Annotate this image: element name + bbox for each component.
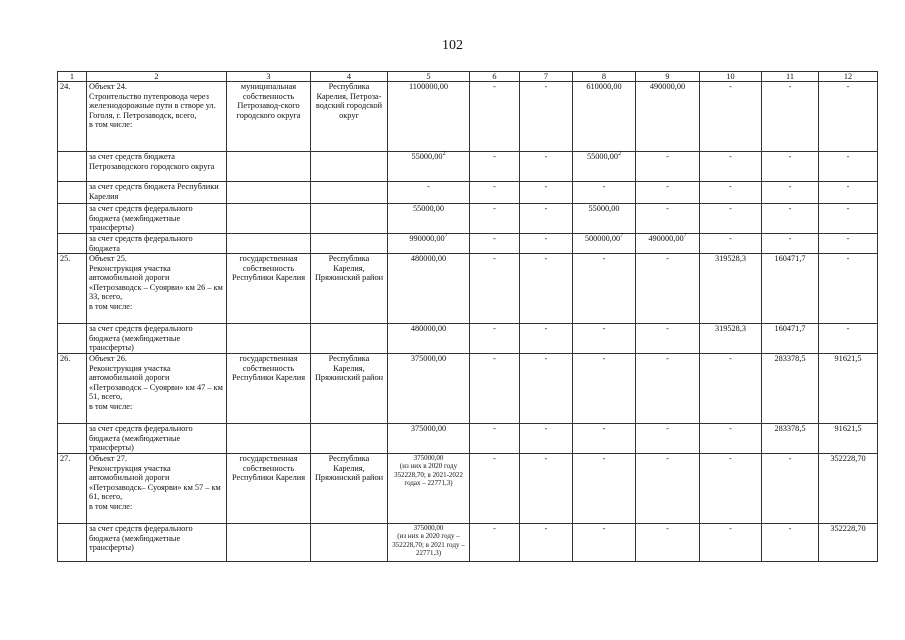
budget-table: [57, 71, 878, 562]
value-cell: -: [762, 204, 819, 234]
row-number-cell: [58, 152, 87, 182]
value-cell: -: [520, 82, 573, 152]
row-number-cell: [58, 204, 87, 234]
value-cell: 160471,7: [762, 254, 819, 324]
row-number-cell: 27.: [58, 454, 87, 524]
value-cell: 55000,00$^2$: [573, 152, 636, 182]
value-cell: -: [819, 182, 878, 204]
value-cell: -: [819, 234, 878, 254]
value-cell: 490000,00$^7$: [636, 234, 700, 254]
value-cell: 990000,00$^7$: [388, 234, 470, 254]
value-cell: -: [573, 354, 636, 424]
column-number-cell: 1: [58, 72, 87, 82]
value-cell: -: [636, 454, 700, 524]
ownership-cell: [227, 234, 311, 254]
footnote-mark: 2: [442, 151, 446, 158]
value-cell: -: [520, 254, 573, 324]
description-cell: за счет средств федерального бюджета: [87, 234, 227, 254]
value-cell: 352228,70: [819, 524, 878, 562]
table-row: [58, 254, 878, 324]
value-cell: 283378,5: [762, 354, 819, 424]
ownership-cell: [227, 424, 311, 454]
value-cell: -: [762, 82, 819, 152]
table-row: [58, 354, 878, 424]
column-number-cell: 10: [700, 72, 762, 82]
table-row: [58, 234, 878, 254]
value-cell: -: [636, 424, 700, 454]
value-cell: -: [636, 254, 700, 324]
value-cell: -: [700, 82, 762, 152]
value-cell: 490000,00: [636, 82, 700, 152]
value-cell: -: [762, 234, 819, 254]
value-cell: -: [388, 182, 470, 204]
location-cell: Республика Карелия, Петроза-водский городской округ: [311, 82, 388, 152]
column-number-cell: 2: [87, 72, 227, 82]
value-cell: 91621,5: [819, 354, 878, 424]
description-cell: Объект 25. Реконструкция участка автомобильной дороги «Петрозаводск – Суоярви» км 26 – км 33, всего, в том числе:: [87, 254, 227, 324]
footnote-mark: 2: [618, 151, 622, 158]
value-cell: -: [520, 324, 573, 354]
value-cell: -: [470, 524, 520, 562]
column-number-cell: 8: [573, 72, 636, 82]
table-row: [58, 524, 878, 562]
page-number: 102: [442, 38, 463, 53]
value-cell: 375000,00 (из них в 2020 году 352228,70; в 2021-2022 годах – 22771,3): [388, 454, 470, 524]
value-cell: 55000,00: [573, 204, 636, 234]
table-row: [58, 424, 878, 454]
column-number-cell: 11: [762, 72, 819, 82]
value-cell: 480000,00: [388, 324, 470, 354]
location-cell: [311, 234, 388, 254]
value-cell: 1100000,00: [388, 82, 470, 152]
ownership-cell: [227, 152, 311, 182]
value-cell: 500000,00$^7$: [573, 234, 636, 254]
value-cell: -: [470, 204, 520, 234]
row-number-cell: [58, 324, 87, 354]
footnote-mark: 7: [444, 233, 448, 240]
row-number-cell: [58, 424, 87, 454]
value-cell: -: [573, 254, 636, 324]
value-cell: 91621,5: [819, 424, 878, 454]
value-cell: -: [636, 354, 700, 424]
ownership-cell: государственная собственность Республики Карелия: [227, 454, 311, 524]
value-cell: 480000,00: [388, 254, 470, 324]
value-cell: -: [700, 182, 762, 204]
value-cell: -: [636, 182, 700, 204]
value-cell: 352228,70: [819, 454, 878, 524]
value-cell: -: [470, 324, 520, 354]
value-cell: -: [636, 324, 700, 354]
column-number-cell: 4: [311, 72, 388, 82]
value-cell: -: [520, 354, 573, 424]
value-cell: -: [520, 424, 573, 454]
value-cell: 319528,3: [700, 324, 762, 354]
value-cell: -: [762, 524, 819, 562]
value-cell: -: [762, 454, 819, 524]
value-cell: -: [470, 234, 520, 254]
value-cell: 375000,00: [388, 354, 470, 424]
value-cell: -: [520, 152, 573, 182]
column-number-cell: 5: [388, 72, 470, 82]
table-row: [58, 82, 878, 152]
column-number-cell: 7: [520, 72, 573, 82]
value-cell: 610000,00: [573, 82, 636, 152]
value-cell: -: [819, 82, 878, 152]
value-cell: -: [520, 182, 573, 204]
value-cell: -: [700, 454, 762, 524]
value-cell: 55000,00$^2$: [388, 152, 470, 182]
value-cell: -: [700, 524, 762, 562]
description-cell: за счет средств федерального бюджета (межбюджетные трансферты): [87, 524, 227, 562]
ownership-cell: государственная собственность Республики Карелия: [227, 254, 311, 324]
value-cell: 160471,7: [762, 324, 819, 354]
description-cell: за счет средств федерального бюджета (межбюджетные трансферты): [87, 204, 227, 234]
ownership-cell: государственная собственность Республики Карелия: [227, 354, 311, 424]
value-cell: -: [700, 354, 762, 424]
value-cell: -: [470, 424, 520, 454]
value-cell: -: [470, 354, 520, 424]
ownership-cell: [227, 182, 311, 204]
table-row: [58, 204, 878, 234]
description-cell: за счет средств бюджета Петрозаводского городского округа: [87, 152, 227, 182]
value-cell: 319528,3: [700, 254, 762, 324]
row-number-cell: [58, 182, 87, 204]
row-number-cell: [58, 524, 87, 562]
description-cell: Объект 27. Реконструкция участка автомобильной дороги «Петрозаводск– Суоярви» км 57 – км 61, всего, в том числе:: [87, 454, 227, 524]
table-row: [58, 324, 878, 354]
value-cell: 55000,00: [388, 204, 470, 234]
footnote-mark: 7: [620, 233, 624, 240]
column-number-cell: 9: [636, 72, 700, 82]
value-cell: -: [470, 454, 520, 524]
ownership-cell: [227, 524, 311, 562]
value-cell: -: [520, 524, 573, 562]
description-cell: за счет средств федерального бюджета (межбюджетные трансферты): [87, 424, 227, 454]
row-number-cell: 25.: [58, 254, 87, 324]
value-cell: -: [470, 152, 520, 182]
value-cell: -: [573, 324, 636, 354]
row-number-cell: 24.: [58, 82, 87, 152]
location-cell: [311, 204, 388, 234]
row-number-cell: 26.: [58, 354, 87, 424]
value-cell: -: [819, 324, 878, 354]
column-number-cell: 6: [470, 72, 520, 82]
location-cell: [311, 324, 388, 354]
value-cell: -: [700, 424, 762, 454]
location-cell: Республика Карелия, Пряжинский район: [311, 454, 388, 524]
value-cell: -: [700, 234, 762, 254]
value-cell: -: [520, 204, 573, 234]
value-cell: -: [520, 234, 573, 254]
row-number-cell: [58, 234, 87, 254]
value-cell: -: [573, 182, 636, 204]
description-cell: Объект 26. Реконструкция участка автомобильной дороги «Петрозаводск – Суоярви» км 47 – км 51, всего, в том числе:: [87, 354, 227, 424]
description-cell: Объект 24. Строительство путепровода через железнодорожные пути в створе ул. Гоголя, г. Петрозаводск, всего, в том числе:: [87, 82, 227, 152]
location-cell: [311, 182, 388, 204]
value-cell: -: [819, 204, 878, 234]
value-cell: -: [573, 524, 636, 562]
ownership-cell: [227, 324, 311, 354]
value-cell: -: [470, 82, 520, 152]
value-cell: -: [819, 152, 878, 182]
ownership-cell: муниципальная собственность Петрозавод-ского городского округа: [227, 82, 311, 152]
value-cell: 283378,5: [762, 424, 819, 454]
location-cell: [311, 424, 388, 454]
location-cell: Республика Карелия, Пряжинский район: [311, 254, 388, 324]
location-cell: Республика Карелия, Пряжинский район: [311, 354, 388, 424]
value-cell: -: [573, 424, 636, 454]
location-cell: [311, 152, 388, 182]
footnote-mark: 7: [683, 233, 687, 240]
table-row: [58, 454, 878, 524]
value-cell: -: [636, 524, 700, 562]
value-cell: -: [762, 152, 819, 182]
value-cell: 375000,00 (из них в 2020 году – 352228,70; в 2021 году – 22771,3): [388, 524, 470, 562]
value-cell: 375000,00: [388, 424, 470, 454]
value-cell: -: [762, 182, 819, 204]
table-row: [58, 182, 878, 204]
value-cell: -: [470, 182, 520, 204]
location-cell: [311, 524, 388, 562]
value-cell: -: [520, 454, 573, 524]
value-cell: -: [636, 152, 700, 182]
column-number-cell: 12: [819, 72, 878, 82]
description-cell: за счет средств бюджета Республики Карелия: [87, 182, 227, 204]
value-cell: -: [819, 254, 878, 324]
value-cell: -: [700, 152, 762, 182]
value-cell: -: [636, 204, 700, 234]
value-cell: -: [700, 204, 762, 234]
value-cell: -: [573, 454, 636, 524]
column-number-cell: 3: [227, 72, 311, 82]
column-number-row: [58, 72, 878, 82]
table-row: [58, 152, 878, 182]
ownership-cell: [227, 204, 311, 234]
value-cell: -: [470, 254, 520, 324]
description-cell: за счет средств федерального бюджета (межбюджетные трансферты): [87, 324, 227, 354]
